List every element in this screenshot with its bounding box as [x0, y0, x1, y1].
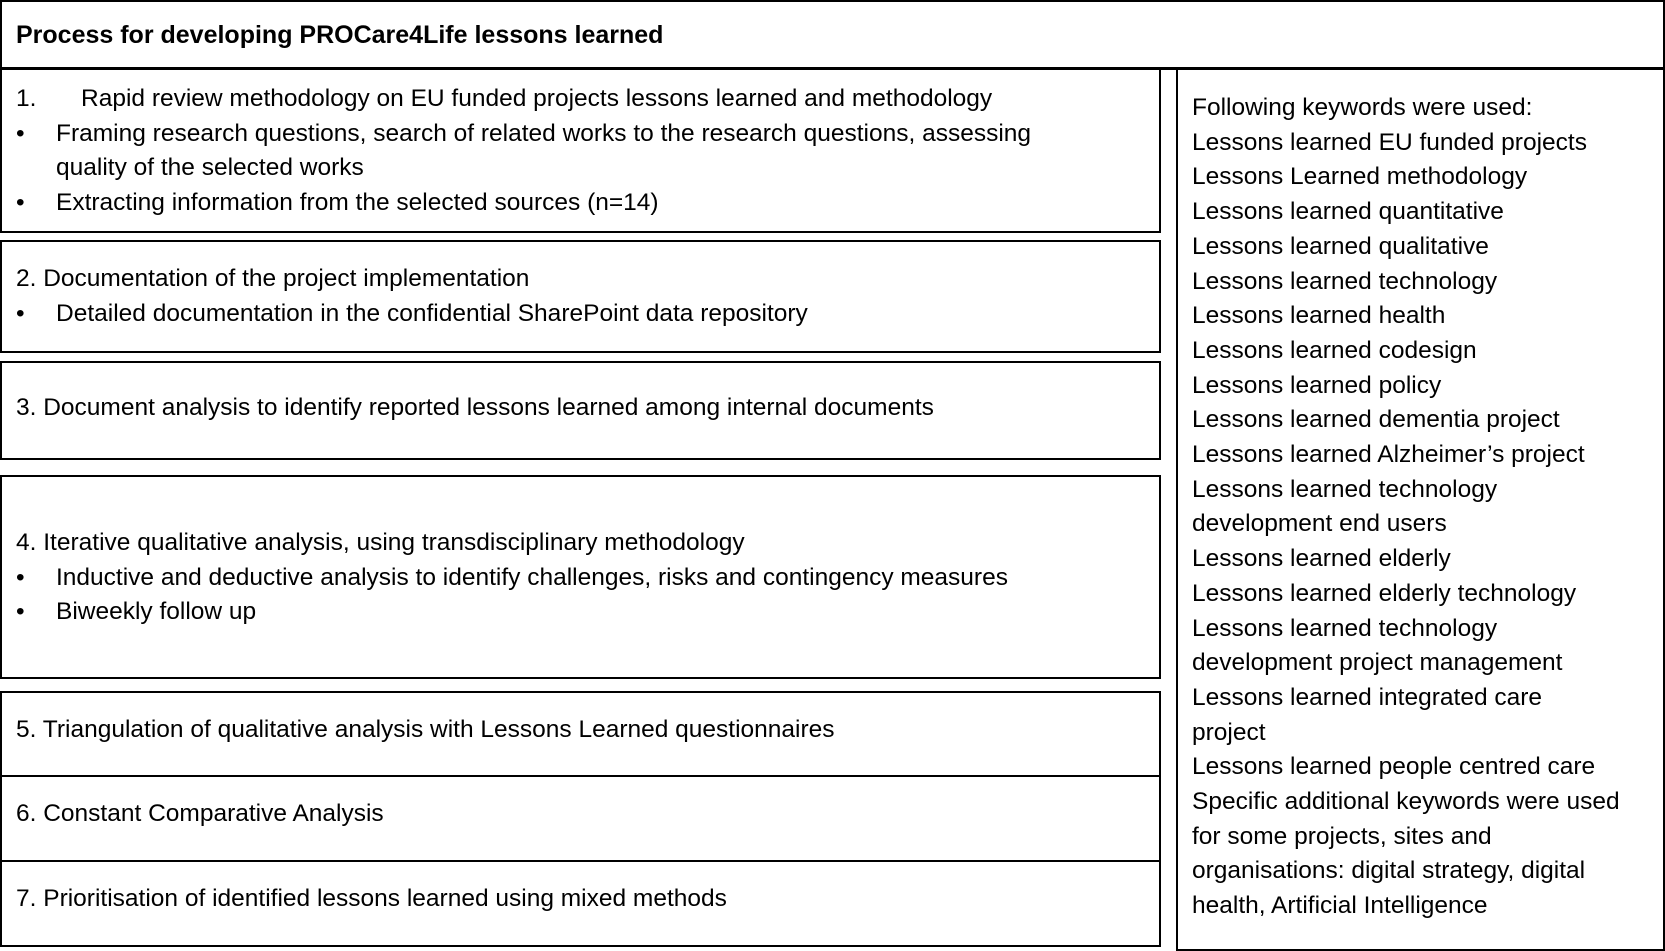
keyword-line: Lessons learned elderly [1192, 545, 1451, 573]
step-5-content [2, 713, 1159, 749]
keyword-line: development end users [1192, 510, 1447, 538]
step-4-bullet-1: Inductive and deductive analysis to identify challenges, risks and contingency measures [56, 563, 1008, 591]
keywords-box [1176, 68, 1665, 951]
keyword-line: Lessons learned people centred care [1192, 753, 1596, 781]
diagram-title: Process for developing PROCare4Life lessons learned [16, 21, 664, 49]
keyword-line: Lessons learned health [1192, 302, 1446, 330]
step-7-content [2, 882, 1159, 918]
bullet-icon: • [16, 299, 25, 327]
keyword-line: Lessons Learned methodology [1192, 163, 1528, 191]
step-6-heading: 6. Constant Comparative Analysis [16, 800, 384, 827]
step-5-box [0, 691, 1161, 777]
diagram-title-box [0, 0, 1665, 70]
bullet-icon: • [16, 598, 25, 625]
step-6-box [0, 775, 1161, 862]
keyword-line: Lessons learned qualitative [1192, 232, 1489, 260]
step-1-bullet-1-line-2: quality of the selected works [56, 154, 364, 181]
step-1-bullet-1-line-1: Framing research questions, search of related works to the research questions, assessing [56, 119, 1032, 147]
keyword-line: Lessons learned dementia project [1192, 406, 1560, 434]
keyword-line: Lessons learned technology [1192, 475, 1498, 503]
keyword-line: Lessons learned technology [1192, 614, 1498, 642]
keyword-line: Lessons learned codesign [1192, 336, 1477, 364]
keyword-line: Lessons learned EU funded projects [1192, 128, 1587, 156]
keyword-line: Lessons learned technology [1192, 267, 1498, 295]
keyword-line: Lessons learned policy [1192, 371, 1442, 399]
step-1-number: 1. [16, 85, 37, 112]
step-1-heading: Rapid review methodology on EU funded projects lessons learned and methodology [81, 85, 993, 112]
keyword-line: project [1192, 718, 1266, 746]
keyword-line: Lessons learned elderly technology [1192, 579, 1577, 607]
keyword-line: Lessons learned Alzheimer’s project [1192, 441, 1585, 468]
step-4-bullet-2: Biweekly follow up [56, 598, 257, 625]
keyword-line: health, Artificial Intelligence [1192, 892, 1488, 920]
step-3-content [2, 391, 1159, 427]
step-5-heading: 5. Triangulation of qualitative analysis with Lessons Learned questionnaires [16, 716, 835, 743]
step-4-heading: 4. Iterative qualitative analysis, using transdisciplinary methodology [16, 529, 745, 556]
bullet-icon: • [16, 119, 25, 147]
step-2-bullet-1: Detailed documentation in the confidential SharePoint data repository [56, 299, 808, 327]
step-4-content [2, 526, 1159, 632]
step-1-bullet-2: Extracting information from the selected sources (n=14) [56, 188, 659, 216]
keyword-line: for some projects, sites and [1192, 822, 1492, 850]
keywords-heading: Following keywords were used: [1192, 94, 1533, 121]
step-2-heading: 2. Documentation of the project implementation [16, 265, 530, 292]
step-2-content [2, 262, 1159, 334]
step-2-box [0, 240, 1161, 353]
keyword-line: organisations: digital strategy, digital [1192, 857, 1586, 885]
keyword-line: Specific additional keywords were used [1192, 788, 1620, 815]
step-7-box [0, 860, 1161, 947]
keyword-line: Lessons learned integrated care [1192, 683, 1543, 711]
keyword-line: development project management [1192, 649, 1563, 677]
bullet-icon: • [16, 188, 25, 216]
step-1-content [2, 82, 1159, 222]
step-3-heading: 3. Document analysis to identify reported lessons learned among internal documents [16, 394, 934, 421]
step-1-box [0, 68, 1161, 233]
bullet-icon: • [16, 563, 25, 591]
step-4-box [0, 475, 1161, 679]
keyword-line: Lessons learned quantitative [1192, 198, 1504, 226]
step-6-content [2, 797, 1159, 833]
step-7-heading: 7. Prioritisation of identified lessons learned using mixed methods [16, 885, 727, 912]
step-3-box [0, 361, 1161, 460]
